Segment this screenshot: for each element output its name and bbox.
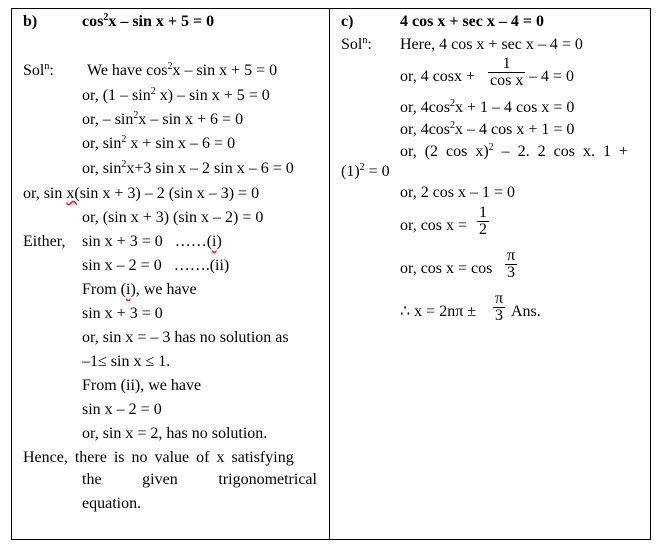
right-line-5	[400, 142, 638, 162]
frac1-den: cos x	[490, 72, 524, 89]
frac4-num: π	[495, 290, 504, 307]
right-line-7: or, 2 cos x – 1 = 0	[400, 184, 516, 201]
left-line-16: or, sin x = 2, has no solution.	[82, 425, 268, 442]
right-line-10a: ∴ x = 2nπ ±	[400, 303, 477, 320]
left-line-10: From (i), we have	[82, 281, 197, 298]
left-either: Either,	[23, 233, 66, 250]
right-problem: 4 cos x + sec x – 4 = 0	[400, 13, 544, 30]
frac4-den: 3	[495, 307, 504, 324]
frac2-den: 2	[479, 221, 487, 238]
right-line-5-text: or, (2 cos x)$^2$ – 2. 2 cos x. 1 +	[400, 142, 629, 160]
word-trigonometrical: trigonometrical	[218, 471, 317, 488]
right-line-2a: or, 4 cosx +	[400, 68, 476, 85]
left-line-13: –1≤ sin x ≤ 1.	[82, 353, 171, 370]
left-line-2: or, $(1 - \sin^2 x) - \sin x + 5 = 0$	[82, 86, 270, 104]
right-line-3: or, $4\cos^2x + 1 - 4$ cos x = 0	[400, 98, 575, 116]
right-sol-label: Sol$^n$:	[341, 35, 372, 53]
right-line-8a: or, cos x =	[400, 217, 468, 234]
left-line-14: From (ii), we have	[82, 377, 202, 394]
word-the: the	[82, 471, 102, 488]
fraction-pi-over-3-answer	[493, 291, 505, 324]
left-line-6: or, sin x(sin x + 3) – 2 (sin x – 3) = 0	[23, 185, 260, 202]
left-line-4: or, $\sin^2 x + \sin x - 6 = 0$	[82, 134, 236, 152]
right-line-6: $(1)^2 = 0$	[341, 162, 390, 180]
frac2-num: 1	[479, 204, 487, 221]
left-line-7: or, (sin x + 3) (sin x – 2) = 0	[82, 209, 264, 226]
fraction-1-over-cosx	[488, 56, 525, 89]
word-given: given	[142, 471, 178, 488]
left-line-11: sin x + 3 = 0	[82, 305, 163, 322]
right-label: c)	[341, 13, 354, 30]
fraction-1-over-2	[477, 205, 489, 238]
left-line-18	[82, 470, 317, 490]
left-line-8: sin x + 3 = 0 ……(i)	[82, 233, 222, 250]
frac3-den: 3	[507, 264, 516, 281]
left-label: b)	[23, 13, 38, 30]
column-divider	[329, 8, 330, 540]
left-line-19: equation.	[82, 495, 142, 512]
right-line-2b: – 4 = 0	[529, 68, 575, 85]
right-here: Here, 4 cos x + sec x – 4 = 0	[400, 36, 583, 53]
fraction-pi-over-3	[505, 248, 517, 281]
frac1-num: 1	[502, 55, 511, 72]
left-line-3: or, – $\sin^2x - \sin x + 6 = 0$	[82, 110, 244, 128]
left-line-9: sin x – 2 = 0 …….(ii)	[82, 257, 230, 274]
left-line-5: or, $\sin^2x+3$ sin x – 2 sin x – 6 = 0	[82, 159, 294, 177]
left-problem: $\cos^2x - \sin x + 5 = 0$	[82, 12, 215, 30]
right-line-9a: or, cos x = cos	[400, 260, 493, 277]
right-line-4: or, $4\cos^2x - 4$ cos x + 1 = 0	[400, 120, 575, 138]
left-line-12: or, sin x = – 3 has no solution as	[82, 329, 289, 346]
left-line-15: sin x – 2 = 0	[82, 401, 162, 418]
frac3-num: π	[507, 247, 516, 264]
left-line-1: We have $\cos^2x - \sin x + 5 = 0$	[87, 61, 278, 79]
left-sol-label: Sol$^n$:	[23, 61, 54, 79]
right-line-10b: Ans.	[511, 303, 541, 320]
left-line-17	[23, 448, 317, 468]
left-line-17-text: Hence, there is no value of x satisfying	[23, 449, 294, 466]
